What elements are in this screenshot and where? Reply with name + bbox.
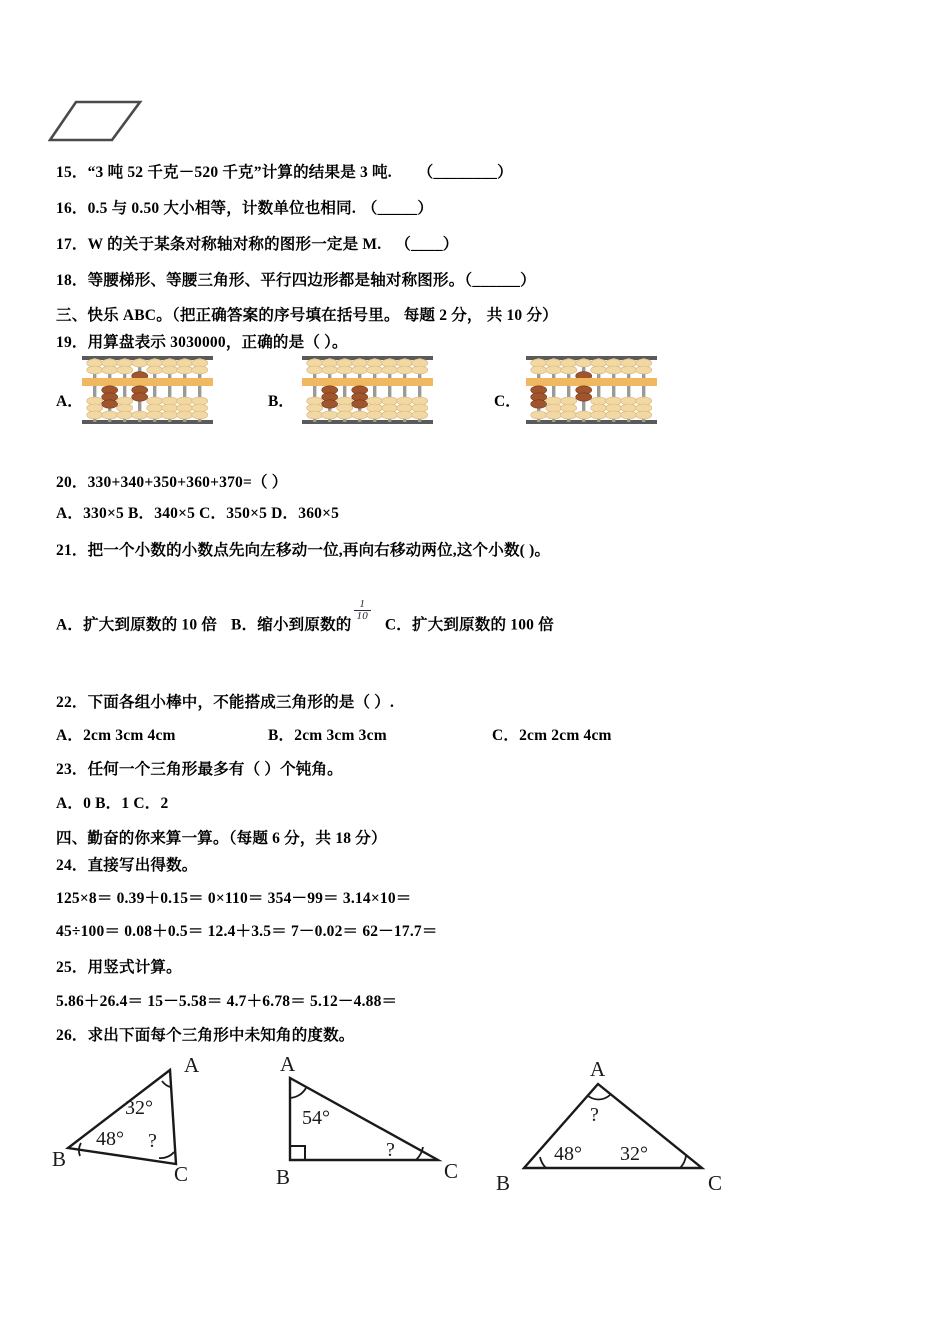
- question-24-row-2: 45÷100＝ 0.08＋0.5＝ 12.4＋3.5＝ 7－0.02＝ 62－17.7＝: [56, 923, 438, 940]
- question-17-number: 17．: [56, 236, 88, 253]
- question-20-options[interactable]: A．330×5 B．340×5 C．350×5 D．360×5: [56, 505, 340, 522]
- triangle-1-angle-c: ?: [148, 1130, 157, 1152]
- triangle-3-vertex-c: C: [708, 1171, 723, 1195]
- triangle-1-angle-a: 32°: [125, 1097, 153, 1119]
- question-15-blank[interactable]: （________）: [417, 164, 513, 181]
- question-22-number: 22．: [56, 694, 88, 711]
- question-22-option-a[interactable]: A．2cm 3cm 4cm: [56, 727, 176, 744]
- question-17: [56, 232, 459, 254]
- option-b-label-q19[interactable]: B．: [268, 393, 294, 410]
- question-22: [56, 690, 394, 712]
- triangle-2-vertex-a: A: [280, 1052, 296, 1076]
- question-24-number: 24．: [56, 857, 88, 874]
- abacus-a[interactable]: [80, 354, 215, 431]
- question-22-text: 下面各组小棒中，不能搭成三角形的是（ ）.: [87, 694, 395, 711]
- question-25-text: 用竖式计算。: [87, 959, 182, 976]
- question-21-options[interactable]: [56, 599, 554, 634]
- triangle-2-angle-c: ?: [386, 1139, 395, 1161]
- question-24-row-1: 125×8＝ 0.39＋0.15＝ 0×110＝ 354－99＝ 3.14×10＝: [56, 890, 412, 907]
- question-22-option-b[interactable]: B．2cm 3cm 3cm: [268, 727, 387, 744]
- question-26: [56, 1023, 355, 1045]
- question-15-text: “3 吨 52 千克－520 千克”计算的结果是 3 吨.: [87, 164, 392, 181]
- question-21-text: 把一个小数的小数点先向左移动一位,再向右移动两位,这个小数( )。: [87, 542, 551, 559]
- question-25-row-1: 5.86＋26.4＝ 15－5.58＝ 4.7＋6.78＝ 5.12－4.88＝: [56, 993, 398, 1010]
- triangle-1: [52, 1048, 272, 1203]
- question-23-options[interactable]: A．0 B．1 C．2: [56, 795, 169, 812]
- option-a-label-q19[interactable]: A．: [56, 393, 83, 410]
- fraction-one-tenth: [354, 599, 371, 623]
- question-20-text: 330+340+350+360+370=（ ）: [87, 474, 288, 491]
- question-15: [56, 160, 513, 182]
- question-20-number: 20．: [56, 474, 88, 491]
- question-23: [56, 757, 343, 779]
- abacus-c[interactable]: [524, 354, 659, 431]
- question-16-number: 16．: [56, 200, 88, 217]
- question-17-blank[interactable]: （____）: [395, 236, 459, 253]
- fraction-numerator: 1: [359, 598, 366, 610]
- question-24-text: 直接写出得数。: [87, 857, 198, 874]
- triangle-1-vertex-a: A: [184, 1053, 200, 1077]
- triangle-3-vertex-a: A: [590, 1057, 606, 1081]
- question-20: [56, 470, 288, 492]
- triangle-2-vertex-b: B: [276, 1165, 291, 1189]
- triangle-3-angle-b: 48°: [554, 1143, 582, 1165]
- question-21-option-c[interactable]: C．扩大到原数的 100 倍: [384, 616, 554, 634]
- triangle-2-vertex-c: C: [444, 1159, 459, 1183]
- question-19-text: 用算盘表示 3030000，正确的是（ ）。: [87, 334, 348, 351]
- question-19-number: 19．: [56, 334, 88, 351]
- question-21-number: 21．: [56, 542, 88, 559]
- triangle-3-vertex-b: B: [496, 1171, 511, 1195]
- question-18: [56, 268, 536, 290]
- question-21-option-a[interactable]: A．扩大到原数的 10 倍: [56, 616, 218, 634]
- option-c-label-q19[interactable]: C．: [494, 393, 521, 410]
- question-18-text: 等腰梯形、等腰三角形、平行四边形都是轴对称图形。: [87, 272, 465, 289]
- abacus-b[interactable]: [300, 354, 435, 431]
- triangle-2: [268, 1048, 488, 1203]
- question-21: [56, 538, 550, 560]
- triangle-2-angle-a: 54°: [302, 1107, 330, 1129]
- section-3-heading: 三、快乐 ABC。（把正确答案的序号填在括号里。 每题 2 分， 共 10 分）: [56, 307, 558, 324]
- parallelogram-figure: [48, 96, 148, 151]
- question-21-option-b[interactable]: B．缩小到原数的: [231, 616, 352, 634]
- question-22-option-c[interactable]: C．2cm 2cm 4cm: [492, 727, 612, 744]
- question-23-text: 任何一个三角形最多有（ ）个钝角。: [87, 761, 343, 778]
- question-16: [56, 196, 433, 218]
- question-18-number: 18．: [56, 272, 88, 289]
- question-24: [56, 853, 198, 875]
- question-26-number: 26．: [56, 1027, 88, 1044]
- question-18-blank[interactable]: （______）: [464, 272, 536, 289]
- triangle-1-angle-b: 48°: [96, 1128, 124, 1150]
- question-16-blank[interactable]: （_____）: [361, 200, 434, 217]
- triangle-1-vertex-c: C: [174, 1162, 189, 1186]
- question-23-number: 23．: [56, 761, 88, 778]
- question-16-text: 0.5 与 0.50 大小相等，计数单位也相同.: [87, 200, 356, 217]
- triangle-1-vertex-b: B: [52, 1147, 67, 1171]
- question-17-text: W 的关于某条对称轴对称的图形一定是 M.: [87, 236, 382, 253]
- question-15-number: 15．: [56, 164, 88, 181]
- triangle-3-angle-c: 32°: [620, 1143, 648, 1165]
- triangle-3: [480, 1040, 730, 1205]
- question-25-number: 25．: [56, 959, 88, 976]
- fraction-denominator: 10: [354, 610, 371, 622]
- question-25: [56, 955, 182, 977]
- triangle-3-angle-a: ?: [590, 1104, 599, 1126]
- question-26-text: 求出下面每个三角形中未知角的度数。: [87, 1027, 355, 1044]
- section-4-heading: 四、勤奋的你来算一算。（每题 6 分，共 18 分）: [56, 830, 387, 847]
- question-19: [56, 330, 348, 352]
